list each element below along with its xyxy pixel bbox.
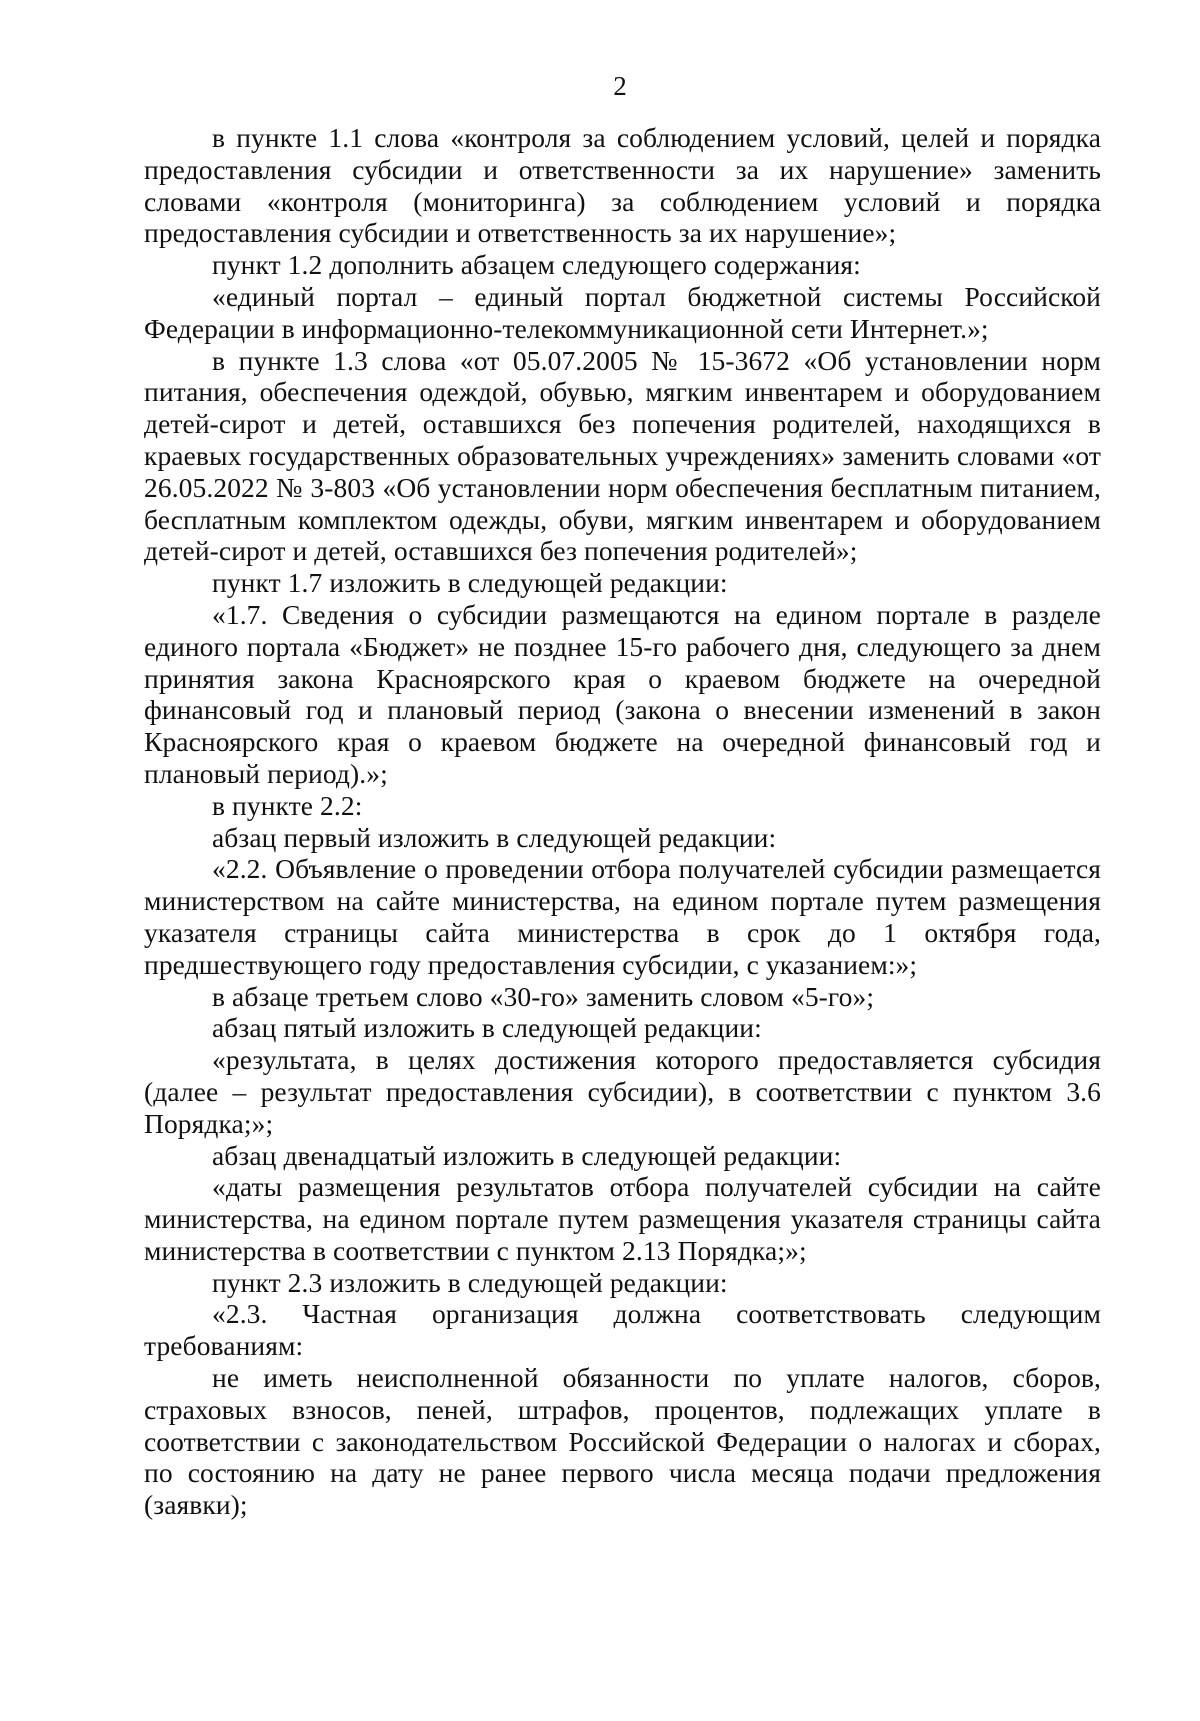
paragraph: в пункте 1.3 слова «от 05.07.2005 № 15-3672 «Об установлении норм питания, обеспечения одеждой, обувью, мягким инвентарем и оборудованием детей-сирот и детей, оставшихся без попечения родителей, находящихся в краевых государственных образовательных учреждениях» заменить словами «от 26.05.2022 № 3-803 «Об установлении норм обеспечения бесплатным питанием, бесплатным комплектом одежды, обуви, мягким инвентарем и оборудованием детей-сирот и детей, оставшихся без попечения родителей»; (144, 344, 1101, 567)
paragraph: не иметь неисполненной обязанности по уплате налогов, сборов, страховых взносов, пеней, штрафов, процентов, подлежащих уплате в соответствии с законодательством Российской Федерации о налогах и сборах, по состоянию на дату не ранее первого числа месяца подачи предложения (заявки); (144, 1362, 1101, 1521)
paragraph: в абзаце третьем слово «30-го» заменить словом «5-го»; (212, 980, 875, 1012)
paragraph: «1.7. Сведения о субсидии размещаются на едином портале в разделе единого портала «Бюджет» не позднее 15-го рабочего дня, следующего за днем принятия закона Красноярского края о краевом бюджете на очередной финансовый год и плановый период (закона о внесении изменений в закон Красноярского края о краевом бюджете на очередной финансовый год и плановый период).»; (144, 598, 1101, 789)
paragraph: пункт 1.7 изложить в следующей редакции: (212, 567, 728, 599)
paragraph: абзац пятый изложить в следующей редакции: (212, 1012, 762, 1044)
paragraph: «результата, в целях достижения которого предоставляется субсидия (далее – результат предоставления субсидии), в соответствии с пунктом 3.6 Порядка;»; (144, 1044, 1101, 1139)
paragraph: пункт 2.3 изложить в следующей редакции: (212, 1266, 728, 1298)
paragraph: абзац двенадцатый изложить в следующей редакции: (212, 1139, 842, 1171)
paragraph: «даты размещения результатов отбора получателей субсидии на сайте министерства, на едином портале путем размещения указателя страницы сайта министерства в соответствии с пунктом 2.13 Порядка;»; (144, 1171, 1101, 1266)
paragraph: пункт 1.2 дополнить абзацем следующего содержания: (212, 249, 861, 281)
paragraph: «единый портал – единый портал бюджетной системы Российской Федерации в информационно-телекоммуникационной сети Интернет.»; (144, 280, 1101, 344)
page-number: 2 (613, 71, 627, 101)
document-body (144, 122, 1101, 1521)
paragraph: абзац первый изложить в следующей редакции: (212, 821, 777, 853)
paragraph: в пункте 1.1 слова «контроля за соблюдением условий, целей и порядка предоставления субсидии и ответственности за их нарушение» заменить словами «контроля (мониторинга) за соблюдением условий и порядка предоставления субсидии и ответственность за их нарушение»; (144, 122, 1101, 249)
paragraph: «2.3. Частная организация должна соответствовать следующим требованиям: (144, 1298, 1101, 1362)
paragraph: «2.2. Объявление о проведении отбора получателей субсидии размещается министерством на сайте министерства, на едином портале путем размещения указателя страницы сайта министерства в срок до 1 октября года, предшествующего году предоставления субсидии, с указанием:»; (144, 853, 1101, 980)
paragraph: в пункте 2.2: (212, 789, 363, 821)
